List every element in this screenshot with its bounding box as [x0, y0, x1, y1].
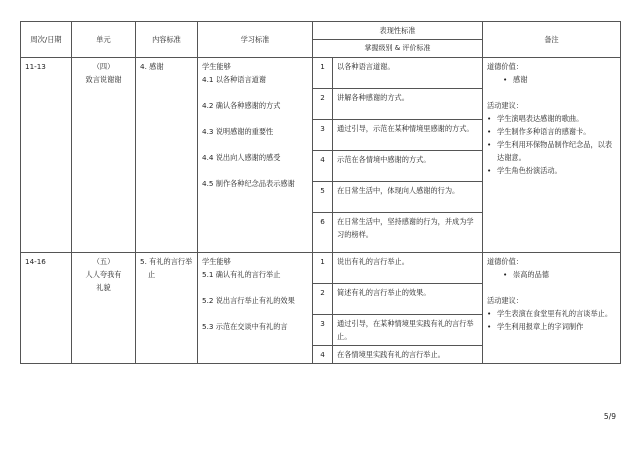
values-title: 道德价值： — [487, 257, 523, 266]
level-description: 在各情境里实践有礼的言行举止。 — [333, 346, 483, 364]
learning-standard-cell — [198, 58, 313, 253]
header-unit: 单元 — [72, 22, 136, 58]
unit-title: 致言说谢谢 — [85, 75, 122, 84]
level-number: 2 — [313, 284, 333, 315]
week-cell: 14-16 — [21, 253, 72, 364]
page-number: 5/9 — [603, 412, 616, 421]
header-remarks: 备注 — [483, 22, 621, 58]
activity-item: • 学生演唱表达感谢的歌曲。 — [487, 112, 616, 125]
week-cell: 11-13 — [21, 58, 72, 253]
level-number: 4 — [313, 346, 333, 364]
activity-item: • 学生制作多种语言的感谢卡。 — [487, 125, 616, 138]
learning-item: 4.5 制作各种纪念品表示感谢 — [202, 179, 295, 188]
learning-item: 5.2 说出言行举止有礼的效果 — [202, 296, 295, 305]
level-description: 讲解各种感谢的方式。 — [333, 89, 483, 120]
learning-item: 4.2 确认各种感谢的方式 — [202, 101, 281, 110]
level-number: 4 — [313, 151, 333, 182]
activity-item: • 学生角色扮演活动。 — [487, 164, 616, 177]
level-description: 通过引导，示范在某种情境里感谢的方式。 — [333, 120, 483, 151]
level-description: 在日常生活中，坚持感谢的行为，并成为学习的榜样。 — [333, 213, 483, 253]
curriculum-table — [20, 21, 621, 364]
level-description: 在日常生活中，体现向人感谢的行为。 — [333, 182, 483, 213]
activity-item: • 学生表演在食堂里有礼的言谈举止。 — [487, 307, 616, 320]
unit-number: （四） — [92, 62, 115, 71]
learning-item: 5.1 确认有礼的言行举止 — [202, 270, 281, 279]
level-number: 1 — [313, 253, 333, 284]
level-description: 示范在各情境中感谢的方式。 — [333, 151, 483, 182]
unit-cell — [72, 58, 136, 253]
level-description: 以各种语言道谢。 — [333, 58, 483, 89]
learning-item: 5.3 示范在交谈中有礼的言 — [202, 322, 288, 331]
unit-cell — [72, 253, 136, 364]
activity-item: • 学生利用报章上的字词制作 — [487, 320, 616, 333]
learning-item: 4.3 说明感谢的重要性 — [202, 127, 274, 136]
level-number: 5 — [313, 182, 333, 213]
unit-number: （五） — [92, 257, 115, 266]
content-standard-cell: 4. 感谢 — [136, 58, 198, 253]
activity-item: • 学生利用环保物品制作纪念品，以表达谢意。 — [487, 138, 616, 164]
unit-title: 礼貌 — [96, 283, 111, 292]
level-number: 3 — [313, 120, 333, 151]
learning-intro: 学生能够 — [202, 257, 231, 266]
header-performance-standard: 表现性标准 — [313, 22, 483, 40]
learning-intro: 学生能够 — [202, 62, 231, 71]
level-description: 简述有礼的言行举止的效果。 — [333, 284, 483, 315]
content-standard-cell: 5. 有礼的言行举止 — [136, 253, 198, 364]
header-week: 周次/日期 — [21, 22, 72, 58]
activity-title: 活动建议： — [487, 296, 523, 305]
level-number: 2 — [313, 89, 333, 120]
level-description: 通过引导，在某种情境里实践有礼的言行举止。 — [333, 315, 483, 346]
learning-item: 4.4 说出向人感谢的感受 — [202, 153, 281, 162]
level-number: 6 — [313, 213, 333, 253]
level-number: 1 — [313, 58, 333, 89]
learning-item: 4.1 以各种语言道谢 — [202, 75, 267, 84]
level-description: 说出有礼的言行举止。 — [333, 253, 483, 284]
remarks-cell — [483, 253, 621, 364]
value-item: • 崇高的品德 — [487, 268, 616, 281]
header-learning-standard: 学习标准 — [198, 22, 313, 58]
header-mastery-level: 掌握级别 & 评价标准 — [313, 40, 483, 58]
level-number: 3 — [313, 315, 333, 346]
value-item: • 感谢 — [487, 73, 616, 86]
values-title: 道德价值： — [487, 62, 523, 71]
remarks-cell — [483, 58, 621, 253]
learning-standard-cell — [198, 253, 313, 364]
header-content-standard: 内容标准 — [136, 22, 198, 58]
unit-title: 人人夸我有 — [85, 270, 122, 279]
activity-title: 活动建议： — [487, 101, 523, 110]
